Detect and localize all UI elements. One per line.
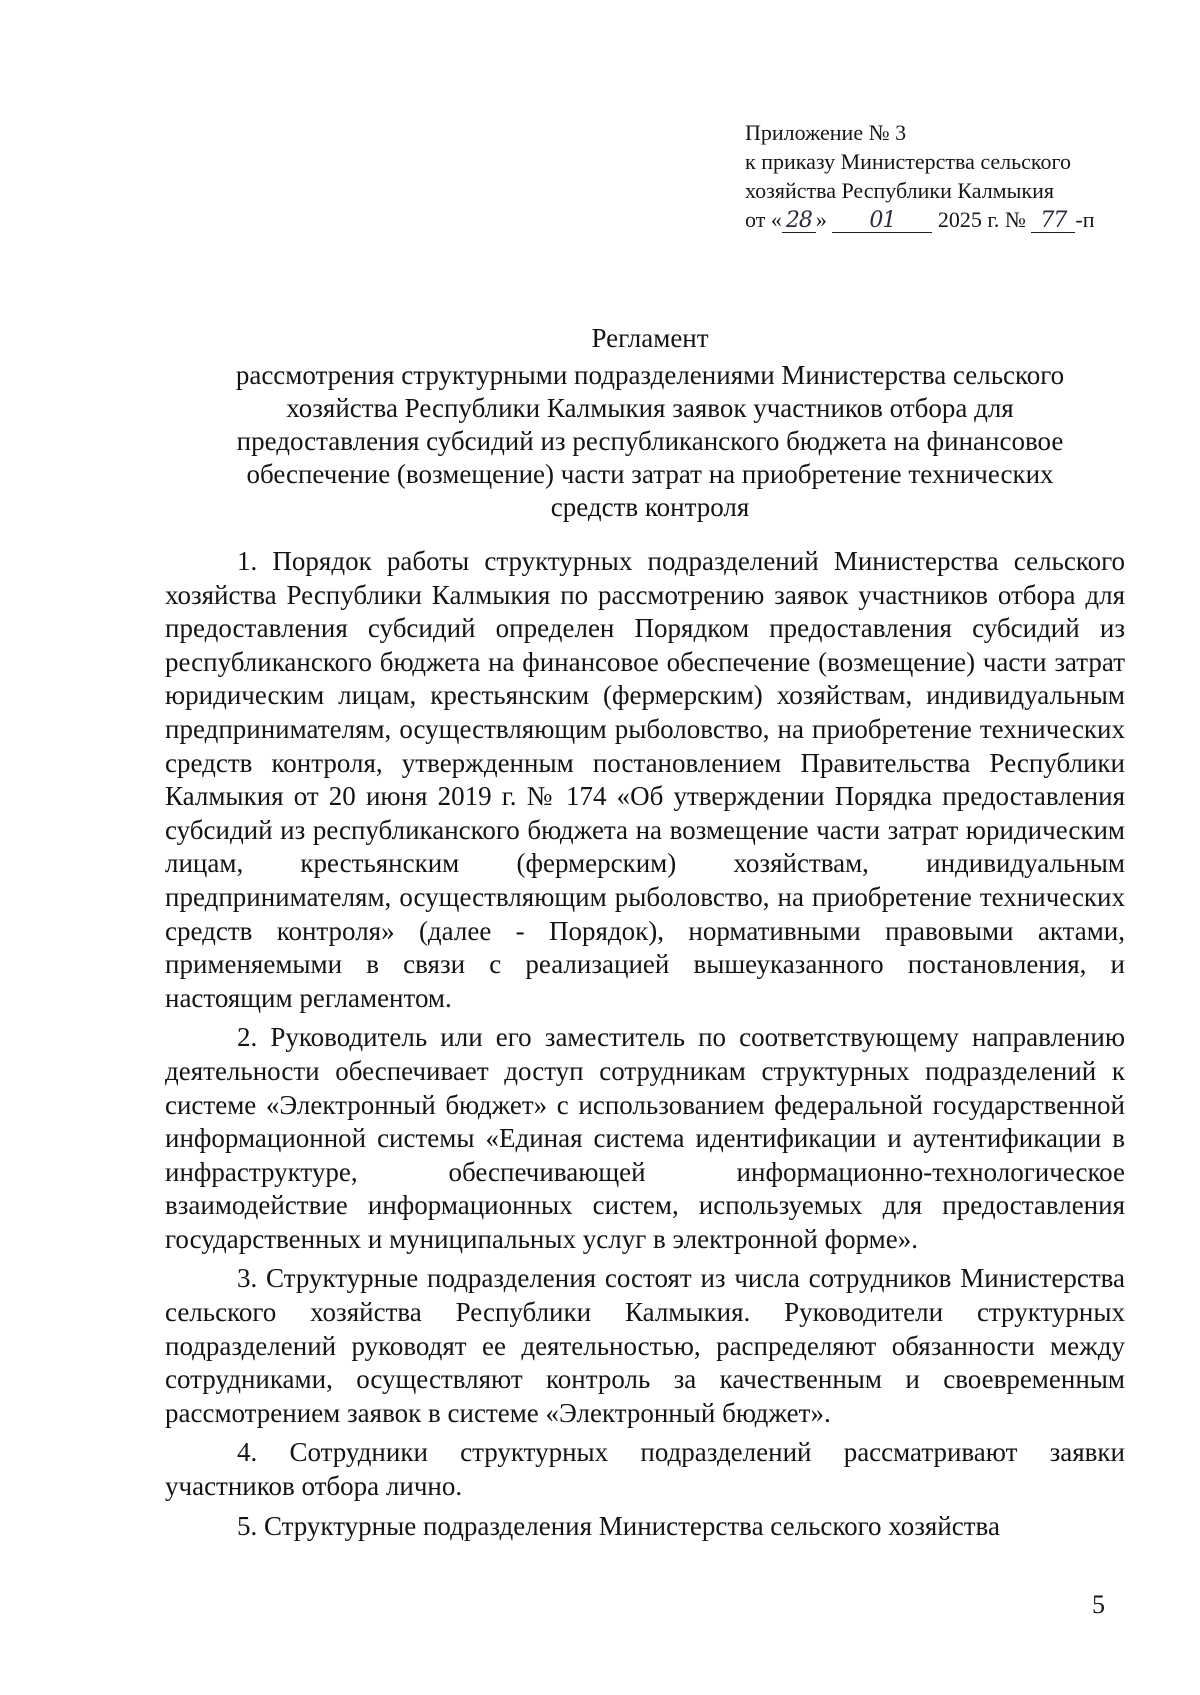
appendix-header <box>745 118 1135 234</box>
appendix-date-line <box>745 205 1135 234</box>
document-heading: Регламент <box>591 323 709 353</box>
date-day: 28 <box>782 210 816 233</box>
paragraph-5: 5. Структурные подразделения Министерства сельского хозяйства <box>237 1510 1000 1541</box>
page-number: 5 <box>1092 1590 1105 1619</box>
date-year: 2025 г. № <box>937 207 1026 232</box>
date-prefix: от « <box>745 207 782 232</box>
date-month: 01 <box>832 210 932 233</box>
appendix-order-reference: к приказу Министерства сельского <box>745 149 1071 174</box>
document-subtitle: рассмотрения структурными подразделениями Министерства сельского хозяйства Республики Калмыкия заявок участников отбора для предоставления субсидий из республиканского бюджета на финансовое обеспечение (возмещение) части затрат на приобретение технических средств контроля <box>235 360 1065 522</box>
appendix-ministry-name: хозяйства Республики Калмыкия <box>745 178 1054 203</box>
document-body <box>165 545 1125 1549</box>
order-number: 77 <box>1031 210 1075 233</box>
paragraph-1: 1. Порядок работы структурных подразделений Министерства сельского хозяйства Республики Калмыкия по рассмотрению заявок участников отбора для предоставления субсидий определен Порядком предоставления субсидий из республиканского бюджета на финансовое обеспечение (возмещение) части затрат юридическим лицам, крестьянским (фермерским) хозяйствам, индивидуальным предпринимателям, осуществляющим рыболовство, на приобретение технических средств контроля, утвержденным постановлением Правительства Республики Калмыкия от 20 июня 2019 г. № 174 «Об утверждении Порядка предоставления субсидий из республиканского бюджета на возмещение части затрат юридическим лицам, крестьянским (фермерским) хозяйствам, индивидуальным предпринимателям, осуществляющим рыболовство, на приобретение технических средств контроля» (далее - Порядок), нормативными правовыми актами, применяемыми в связи с реализацией вышеуказанного постановления, и настоящим регламентом. <box>165 546 1125 1013</box>
paragraph-3: 3. Структурные подразделения состоят из числа сотрудников Министерства сельского хозяйства Республики Калмыкия. Руководители структурных подразделений руководят ее деятельностью, распределяют обязанности между сотрудниками, осуществляют контроль за качественным и своевременным рассмотрением заявок в системе «Электронный бюджет». <box>165 1263 1125 1428</box>
paragraph-2: 2. Руководитель или его заместитель по соответствующему направлению деятельности обеспечивает доступ сотрудникам структурных подразделений к системе «Электронный бюджет» с использованием федеральной государственной информационной системы «Единая система идентификации и аутентификации в инфраструктуре, обеспечивающей информационно-технологическое взаимодействие информационных систем, используемых для предоставления государственных и муниципальных услуг в электронной форме». <box>165 1022 1125 1254</box>
paragraph-4: 4. Сотрудники структурных подразделений рассматривают заявки участников отбора лично. <box>165 1437 1125 1502</box>
order-suffix: -п <box>1075 207 1095 232</box>
document-title-block <box>200 322 1100 524</box>
date-mid: » <box>815 207 827 232</box>
appendix-title: Приложение № 3 <box>745 120 907 145</box>
